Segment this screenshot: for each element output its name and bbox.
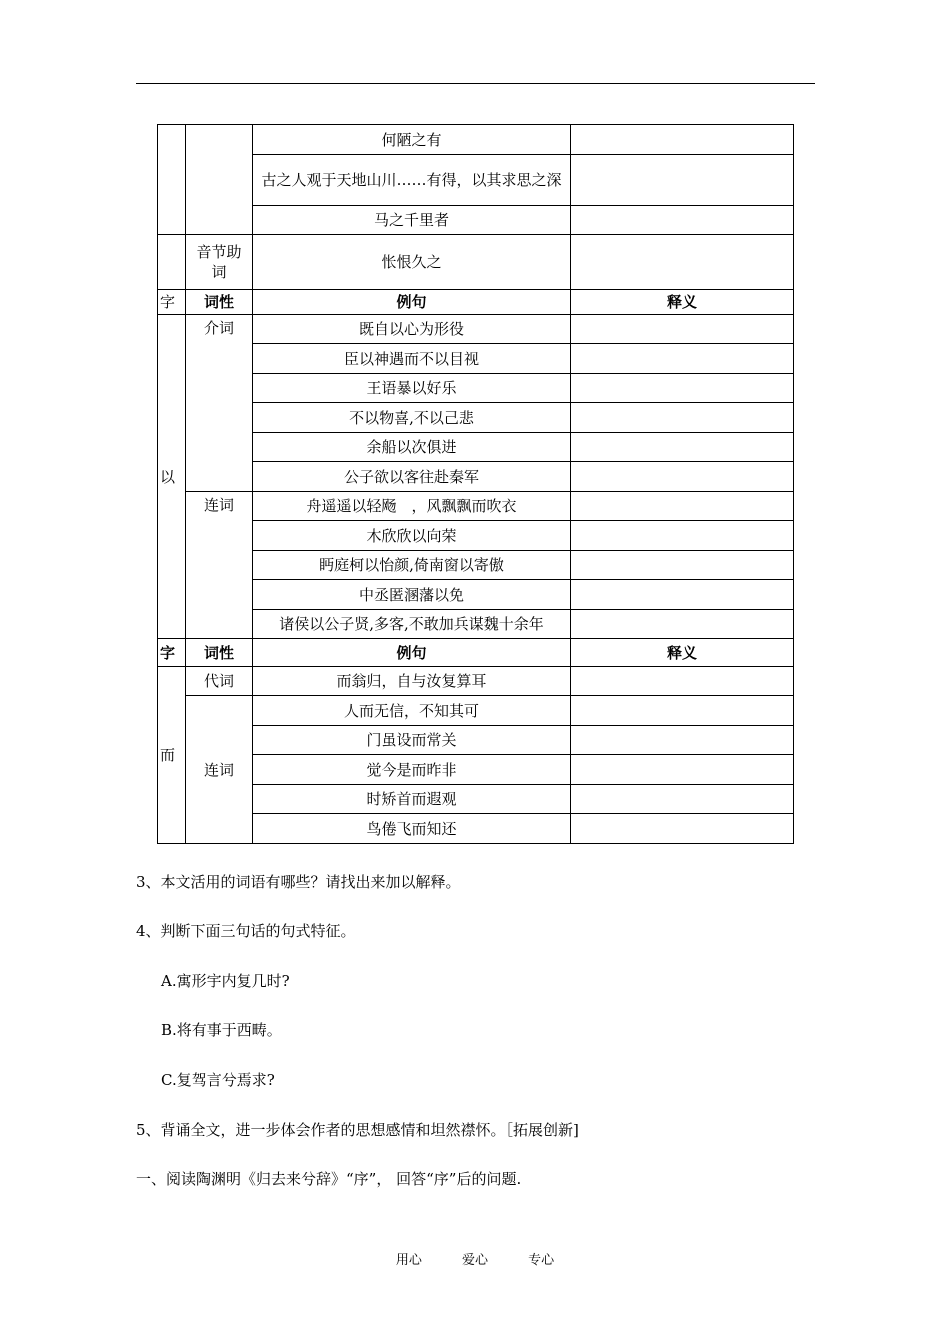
char-cell [158, 235, 186, 290]
footer-word: 专心 [528, 1253, 555, 1268]
char-er: 而 [158, 667, 186, 844]
example-cell: 门虽设而常关 [253, 726, 571, 755]
meaning-cell [571, 551, 794, 580]
header-liju: 例句 [253, 290, 571, 315]
meaning-cell [571, 726, 794, 755]
meaning-cell [571, 206, 794, 235]
meaning-cell [571, 521, 794, 551]
example-cell: 舟遥遥以轻飏 ，风飘飘而吹衣 [253, 492, 571, 521]
extension-question-1: 一、阅读陶渊明《归去来兮辞》“序”， 回答“序”后的问题. [136, 1170, 522, 1188]
header-cixing: 词性 [186, 639, 253, 667]
question-3: 3、本文活用的词语有哪些？请找出来加以解释。 [136, 873, 461, 891]
meaning-cell [571, 696, 794, 726]
footer-word: 用心 [395, 1253, 422, 1268]
example-cell: 既自以心为形役 [253, 315, 571, 344]
pos-daici: 代词 [186, 667, 253, 696]
header-liju: 例句 [253, 639, 571, 667]
example-cell: 觉今是而昨非 [253, 755, 571, 785]
meaning-cell [571, 433, 794, 462]
question-4-option-c: C.复驾言兮焉求? [161, 1071, 275, 1089]
header-cixing: 词性 [186, 290, 253, 315]
meaning-cell [571, 580, 794, 610]
example-cell: 臣以神遇而不以目视 [253, 344, 571, 374]
pos-lianci: 连词 [186, 492, 253, 639]
meaning-cell [571, 235, 794, 290]
header-zi: 字 [158, 639, 186, 667]
meaning-cell [571, 785, 794, 814]
example-cell: 时矫首而遐观 [253, 785, 571, 814]
meaning-cell [571, 315, 794, 344]
example-cell: 余船以次俱进 [253, 433, 571, 462]
meaning-cell [571, 462, 794, 492]
meaning-cell [571, 610, 794, 639]
meaning-cell [571, 374, 794, 403]
example-cell: 诸侯以公子贤,多客,不敢加兵谋魏十余年 [253, 610, 571, 639]
pos-lianci: 连词 [186, 696, 253, 844]
question-5: 5、背诵全文，进一步体会作者的思想感情和坦然襟怀。［拓展创新] [136, 1121, 579, 1139]
example-cell: 鸟倦飞而知还 [253, 814, 571, 844]
example-cell: 公子欲以客往赴秦军 [253, 462, 571, 492]
example-cell: 而翁归，自与汝复算耳 [253, 667, 571, 696]
example-cell: 王语暴以好乐 [253, 374, 571, 403]
example-cell: 怅恨久之 [253, 235, 571, 290]
meaning-cell [571, 344, 794, 374]
meaning-cell [571, 667, 794, 696]
header-rule [136, 83, 815, 84]
footer-word: 爱心 [461, 1253, 488, 1268]
question-4-option-a: A.寓形宇内复几时? [161, 972, 290, 990]
meaning-cell [571, 403, 794, 433]
example-cell: 古之人观于天地山川……有得，以其求思之深 [253, 155, 571, 206]
example-cell: 何陋之有 [253, 125, 571, 155]
page-footer [0, 1249, 950, 1268]
pos-jieci: 介词 [186, 315, 253, 492]
example-cell: 人而无信，不知其可 [253, 696, 571, 726]
pos-cell [186, 125, 253, 235]
char-yi: 以 [158, 315, 186, 639]
example-cell: 马之千里者 [253, 206, 571, 235]
meaning-cell [571, 125, 794, 155]
example-cell: 中丞匿溷藩以免 [253, 580, 571, 610]
pos-cell: 音节助词 [186, 235, 253, 290]
header-shiyi: 释义 [571, 639, 794, 667]
function-word-table [157, 124, 794, 844]
meaning-cell [571, 755, 794, 785]
question-4: 4、判断下面三句话的句式特征。 [136, 922, 356, 940]
example-cell: 眄庭柯以怡颜,倚南窗以寄傲 [253, 551, 571, 580]
example-cell: 不以物喜,不以己悲 [253, 403, 571, 433]
meaning-cell [571, 492, 794, 521]
example-cell: 木欣欣以向荣 [253, 521, 571, 551]
header-zi: 字 [158, 290, 186, 315]
meaning-cell [571, 155, 794, 206]
question-4-option-b: B.将有事于西畴。 [161, 1021, 282, 1039]
char-cell [158, 125, 186, 235]
header-shiyi: 释义 [571, 290, 794, 315]
meaning-cell [571, 814, 794, 844]
